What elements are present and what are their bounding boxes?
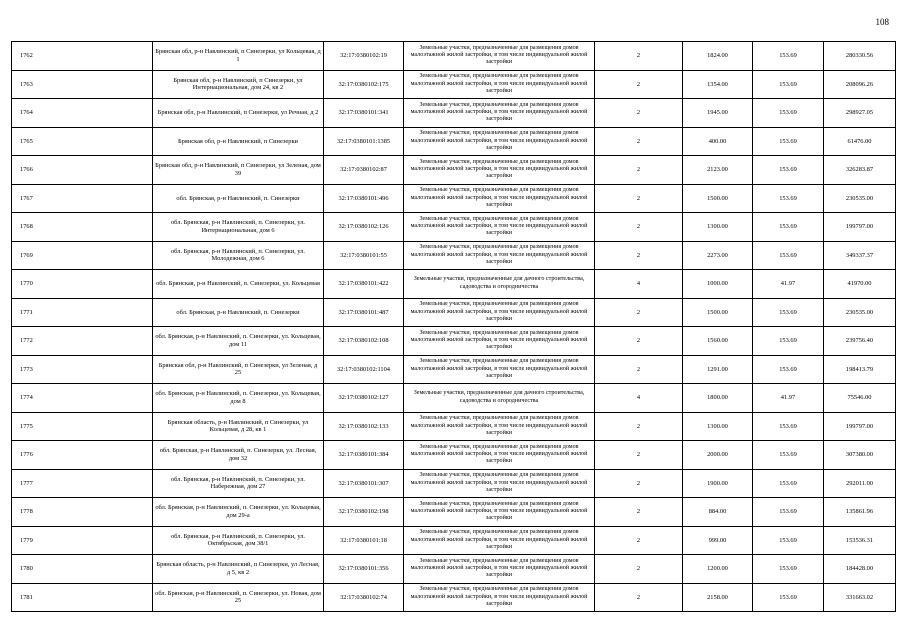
- cell-address: обл. Брянская, р-н Навлинский, п. Синезерки, ул. Набережная, дом 27: [153, 469, 324, 498]
- cell-land-use-type: Земельные участки, предназначенные для размещения домов малоэтажной жилой застройки, в том числе индивидуальной жилой застройки: [404, 127, 595, 156]
- cell-group-code: 2: [595, 298, 683, 327]
- cell-address: обл. Брянская, р-н Навлинский, п. Синезерки, ул. Октябрьская, дом 38/1: [153, 526, 324, 555]
- page-number: 108: [875, 17, 889, 27]
- cell-group-code: 2: [595, 327, 683, 356]
- cell-area: 2123.00: [683, 156, 753, 185]
- cell-area: 1354.00: [683, 70, 753, 99]
- cell-specific-value: 153.69: [753, 327, 824, 356]
- cell-area: 1200.00: [683, 555, 753, 584]
- cell-group-code: 2: [595, 412, 683, 441]
- cell-cadastral-number: 32:17:0380101:496: [324, 184, 404, 213]
- cell-row-number: 1776: [12, 441, 153, 470]
- cell-address: обл. Брянская, р-н Навлинский, п. Синезерки, ул. Кольцевая: [153, 270, 324, 299]
- cell-land-use-type: Земельные участки, предназначенные для размещения домов малоэтажной жилой застройки, в том числе индивидуальной жилой застройки: [404, 526, 595, 555]
- cell-land-use-type: Земельные участки, предназначенные для дачного строительства, садоводства и огородничества: [404, 270, 595, 299]
- cell-row-number: 1771: [12, 298, 153, 327]
- cell-cadastral-number: 32:17:0380102:108: [324, 327, 404, 356]
- cell-group-code: 2: [595, 526, 683, 555]
- cell-area: 2273.00: [683, 241, 753, 270]
- cell-cadastral-value: 298927.05: [824, 99, 896, 128]
- cell-area: 999.00: [683, 526, 753, 555]
- table-body: [12, 42, 896, 612]
- cell-address: обл. Брянская, р-н Навлинский, п. Синезерки: [153, 184, 324, 213]
- cell-group-code: 4: [595, 384, 683, 413]
- cell-address: обл. Брянская, р-н Навлинский, п. Синезерки, ул. Кольцевая, дом 11: [153, 327, 324, 356]
- cell-cadastral-value: 184428.00: [824, 555, 896, 584]
- cell-cadastral-value: 230535.00: [824, 184, 896, 213]
- cell-land-use-type: Земельные участки, предназначенные для размещения домов малоэтажной жилой застройки, в том числе индивидуальной жилой застройки: [404, 70, 595, 99]
- cell-area: 1900.00: [683, 469, 753, 498]
- table-row: [12, 156, 896, 185]
- cell-address: Брянская обл, р-н Навлинский, п Синезерки, ул Зеленая, д 25: [153, 355, 324, 384]
- cell-cadastral-number: 32:17:0380102:19: [324, 42, 404, 71]
- cell-address: Брянская обл, р-н Навлинский, п Синезерки, ул Речная, д 2: [153, 99, 324, 128]
- cell-group-code: 2: [595, 127, 683, 156]
- cell-group-code: 2: [595, 213, 683, 242]
- cell-cadastral-value: 239756.40: [824, 327, 896, 356]
- cell-area: 1300.00: [683, 412, 753, 441]
- table-row: [12, 99, 896, 128]
- cell-area: 2158.00: [683, 583, 753, 612]
- cell-row-number: 1779: [12, 526, 153, 555]
- cell-row-number: 1775: [12, 412, 153, 441]
- cell-area: 884.00: [683, 498, 753, 527]
- cell-land-use-type: Земельные участки, предназначенные для размещения домов малоэтажной жилой застройки, в том числе индивидуальной жилой застройки: [404, 412, 595, 441]
- cell-cadastral-number: 32:17:0380101:341: [324, 99, 404, 128]
- cell-group-code: 2: [595, 70, 683, 99]
- cell-cadastral-number: 32:17:0380101:18: [324, 526, 404, 555]
- cell-row-number: 1763: [12, 70, 153, 99]
- cell-address: Брянская обл, р-н Навлинский, п Синезерки, ул Зеленая, дом 39: [153, 156, 324, 185]
- cell-area: 1945.00: [683, 99, 753, 128]
- cell-land-use-type: Земельные участки, предназначенные для размещения домов малоэтажной жилой застройки, в том числе индивидуальной жилой застройки: [404, 355, 595, 384]
- cell-group-code: 2: [595, 99, 683, 128]
- cell-cadastral-value: 331663.02: [824, 583, 896, 612]
- cell-address: обл. Брянская, р-н Навлинский, п. Синезерки: [153, 298, 324, 327]
- cell-specific-value: 153.69: [753, 70, 824, 99]
- table-row: [12, 184, 896, 213]
- cell-cadastral-value: 326283.87: [824, 156, 896, 185]
- cell-specific-value: 153.69: [753, 526, 824, 555]
- cell-group-code: 4: [595, 270, 683, 299]
- cell-area: 1824.00: [683, 42, 753, 71]
- cell-land-use-type: Земельные участки, предназначенные для размещения домов малоэтажной жилой застройки, в том числе индивидуальной жилой застройки: [404, 298, 595, 327]
- cell-cadastral-number: 32:17:0380102:74: [324, 583, 404, 612]
- table-row: [12, 355, 896, 384]
- cell-row-number: 1764: [12, 99, 153, 128]
- cell-address: Брянская обл, р-н Навлинский, п Синезерки, ул Интернациональная, дом 24, кв 2: [153, 70, 324, 99]
- cell-group-code: 2: [595, 583, 683, 612]
- cell-cadastral-number: 32:17:0380102:175: [324, 70, 404, 99]
- cell-address: Брянская обл, р-н Навлинский, п Синезерки, ул Кольцевая, д 1: [153, 42, 324, 71]
- cell-address: обл. Брянская, р-н Навлинский, п. Синезерки, ул. Лесная, дом 32: [153, 441, 324, 470]
- cell-specific-value: 153.69: [753, 469, 824, 498]
- cell-area: 1500.00: [683, 184, 753, 213]
- table-row: [12, 526, 896, 555]
- cell-address: обл. Брянская, р-н Навлинский, п. Синезерки, ул. Молодежная, дом 6: [153, 241, 324, 270]
- cell-land-use-type: Земельные участки, предназначенные для размещения домов малоэтажной жилой застройки, в том числе индивидуальной жилой застройки: [404, 469, 595, 498]
- cell-row-number: 1768: [12, 213, 153, 242]
- cell-address: Брянская область, р-н Навлинский, п Синезерки, ул Лесная, д 5, кв 2: [153, 555, 324, 584]
- cell-land-use-type: Земельные участки, предназначенные для размещения домов малоэтажной жилой застройки, в том числе индивидуальной жилой застройки: [404, 99, 595, 128]
- cell-specific-value: 153.69: [753, 498, 824, 527]
- cell-cadastral-value: 280330.56: [824, 42, 896, 71]
- cell-specific-value: 153.69: [753, 156, 824, 185]
- table-row: [12, 555, 896, 584]
- cell-cadastral-value: 208096.26: [824, 70, 896, 99]
- table-row: [12, 412, 896, 441]
- cell-group-code: 2: [595, 184, 683, 213]
- cell-area: 1000.00: [683, 270, 753, 299]
- cell-group-code: 2: [595, 498, 683, 527]
- cell-specific-value: 153.69: [753, 184, 824, 213]
- cell-land-use-type: Земельные участки, предназначенные для размещения домов малоэтажной жилой застройки, в том числе индивидуальной жилой застройки: [404, 583, 595, 612]
- cell-row-number: 1774: [12, 384, 153, 413]
- cell-specific-value: 153.69: [753, 441, 824, 470]
- table-row: [12, 270, 896, 299]
- cell-row-number: 1780: [12, 555, 153, 584]
- cell-row-number: 1767: [12, 184, 153, 213]
- table-row: [12, 583, 896, 612]
- cell-row-number: 1773: [12, 355, 153, 384]
- cell-specific-value: 153.69: [753, 583, 824, 612]
- cell-land-use-type: Земельные участки, предназначенные для размещения домов малоэтажной жилой застройки, в том числе индивидуальной жилой застройки: [404, 555, 595, 584]
- cell-address: Брянская обл, р-н Навлинский, п Синезерки: [153, 127, 324, 156]
- cell-address: обл. Брянская, р-н Навлинский, п. Синезерки, ул. Интернациональная, дом 6: [153, 213, 324, 242]
- cell-cadastral-value: 198413.79: [824, 355, 896, 384]
- cell-area: 1500.00: [683, 298, 753, 327]
- cell-specific-value: 41.97: [753, 384, 824, 413]
- table-row: [12, 298, 896, 327]
- table-row: [12, 469, 896, 498]
- table-row: [12, 498, 896, 527]
- cell-address: обл. Брянская, р-н Навлинский, п. Синезерки, ул. Кольцевая, дом 29-а: [153, 498, 324, 527]
- cell-group-code: 2: [595, 156, 683, 185]
- cell-row-number: 1772: [12, 327, 153, 356]
- land-plots-table: [11, 41, 896, 612]
- cell-cadastral-value: 307380.00: [824, 441, 896, 470]
- cell-area: 2000.00: [683, 441, 753, 470]
- cell-area: 1291.00: [683, 355, 753, 384]
- cell-address: обл. Брянская, р-н Навлинский, п. Синезерки, ул. Новая, дом 25: [153, 583, 324, 612]
- cell-row-number: 1770: [12, 270, 153, 299]
- cell-land-use-type: Земельные участки, предназначенные для размещения домов малоэтажной жилой застройки, в том числе индивидуальной жилой застройки: [404, 184, 595, 213]
- cell-cadastral-number: 32:17:0380101:1385: [324, 127, 404, 156]
- cell-cadastral-number: 32:17:0380102:198: [324, 498, 404, 527]
- cell-area: 1560.00: [683, 327, 753, 356]
- cell-cadastral-value: 230535.00: [824, 298, 896, 327]
- cell-row-number: 1762: [12, 42, 153, 71]
- cell-cadastral-value: 349337.37: [824, 241, 896, 270]
- cell-cadastral-number: 32:17:0380101:384: [324, 441, 404, 470]
- table-row: [12, 70, 896, 99]
- cell-cadastral-number: 32:17:0380101:422: [324, 270, 404, 299]
- cell-address: Брянская область, р-н Навлинский, п Синезерки, ул Кольцевая, д 28, кв 1: [153, 412, 324, 441]
- cell-row-number: 1766: [12, 156, 153, 185]
- table-row: [12, 127, 896, 156]
- cell-row-number: 1769: [12, 241, 153, 270]
- cell-land-use-type: Земельные участки, предназначенные для размещения домов малоэтажной жилой застройки, в том числе индивидуальной жилой застройки: [404, 213, 595, 242]
- cell-land-use-type: Земельные участки, предназначенные для размещения домов малоэтажной жилой застройки, в том числе индивидуальной жилой застройки: [404, 441, 595, 470]
- cell-area: 1300.00: [683, 213, 753, 242]
- cell-address: обл. Брянская, р-н Навлинский, п. Синезерки, ул. Кольцевая, дом 8: [153, 384, 324, 413]
- cell-land-use-type: Земельные участки, предназначенные для размещения домов малоэтажной жилой застройки, в том числе индивидуальной жилой застройки: [404, 42, 595, 71]
- cell-cadastral-number: 32:17:0380102:126: [324, 213, 404, 242]
- cell-group-code: 2: [595, 469, 683, 498]
- cell-cadastral-number: 32:17:0380102:87: [324, 156, 404, 185]
- cell-specific-value: 153.69: [753, 213, 824, 242]
- cell-cadastral-value: 61476.00: [824, 127, 896, 156]
- cell-cadastral-value: 75546.00: [824, 384, 896, 413]
- cell-cadastral-number: 32:17:0380101:307: [324, 469, 404, 498]
- table-row: [12, 213, 896, 242]
- cell-cadastral-number: 32:17:0380102:127: [324, 384, 404, 413]
- table-row: [12, 42, 896, 71]
- cell-cadastral-number: 32:17:0380101:487: [324, 298, 404, 327]
- cell-cadastral-value: 41970.00: [824, 270, 896, 299]
- cell-land-use-type: Земельные участки, предназначенные для размещения домов малоэтажной жилой застройки, в том числе индивидуальной жилой застройки: [404, 327, 595, 356]
- cell-cadastral-number: 32:17:0380101:55: [324, 241, 404, 270]
- cell-specific-value: 153.69: [753, 355, 824, 384]
- cell-cadastral-number: 32:17:0380101:356: [324, 555, 404, 584]
- table-row: [12, 441, 896, 470]
- cell-specific-value: 153.69: [753, 412, 824, 441]
- cell-area: 400.00: [683, 127, 753, 156]
- cell-area: 1800.00: [683, 384, 753, 413]
- cell-group-code: 2: [595, 241, 683, 270]
- cell-specific-value: 153.69: [753, 298, 824, 327]
- cell-specific-value: 153.69: [753, 99, 824, 128]
- cell-cadastral-value: 153536.31: [824, 526, 896, 555]
- cell-row-number: 1765: [12, 127, 153, 156]
- cell-land-use-type: Земельные участки, предназначенные для дачного строительства, садоводства и огородничества: [404, 384, 595, 413]
- cell-group-code: 2: [595, 441, 683, 470]
- cell-cadastral-value: 199797.00: [824, 213, 896, 242]
- cell-specific-value: 153.69: [753, 42, 824, 71]
- table-row: [12, 384, 896, 413]
- cell-group-code: 2: [595, 555, 683, 584]
- cell-cadastral-value: 199797.00: [824, 412, 896, 441]
- table-row: [12, 327, 896, 356]
- cell-row-number: 1778: [12, 498, 153, 527]
- cell-cadastral-number: 32:17:0380102:1104: [324, 355, 404, 384]
- cell-specific-value: 41.97: [753, 270, 824, 299]
- cell-specific-value: 153.69: [753, 241, 824, 270]
- cell-land-use-type: Земельные участки, предназначенные для размещения домов малоэтажной жилой застройки, в том числе индивидуальной жилой застройки: [404, 498, 595, 527]
- cell-cadastral-value: 135861.96: [824, 498, 896, 527]
- cell-land-use-type: Земельные участки, предназначенные для размещения домов малоэтажной жилой застройки, в том числе индивидуальной жилой застройки: [404, 156, 595, 185]
- cell-group-code: 2: [595, 355, 683, 384]
- table-row: [12, 241, 896, 270]
- cell-specific-value: 153.69: [753, 127, 824, 156]
- cell-group-code: 2: [595, 42, 683, 71]
- cell-cadastral-number: 32:17:0380102:133: [324, 412, 404, 441]
- cell-row-number: 1781: [12, 583, 153, 612]
- cell-row-number: 1777: [12, 469, 153, 498]
- cell-land-use-type: Земельные участки, предназначенные для размещения домов малоэтажной жилой застройки, в том числе индивидуальной жилой застройки: [404, 241, 595, 270]
- cell-cadastral-value: 292011.00: [824, 469, 896, 498]
- cell-specific-value: 153.69: [753, 555, 824, 584]
